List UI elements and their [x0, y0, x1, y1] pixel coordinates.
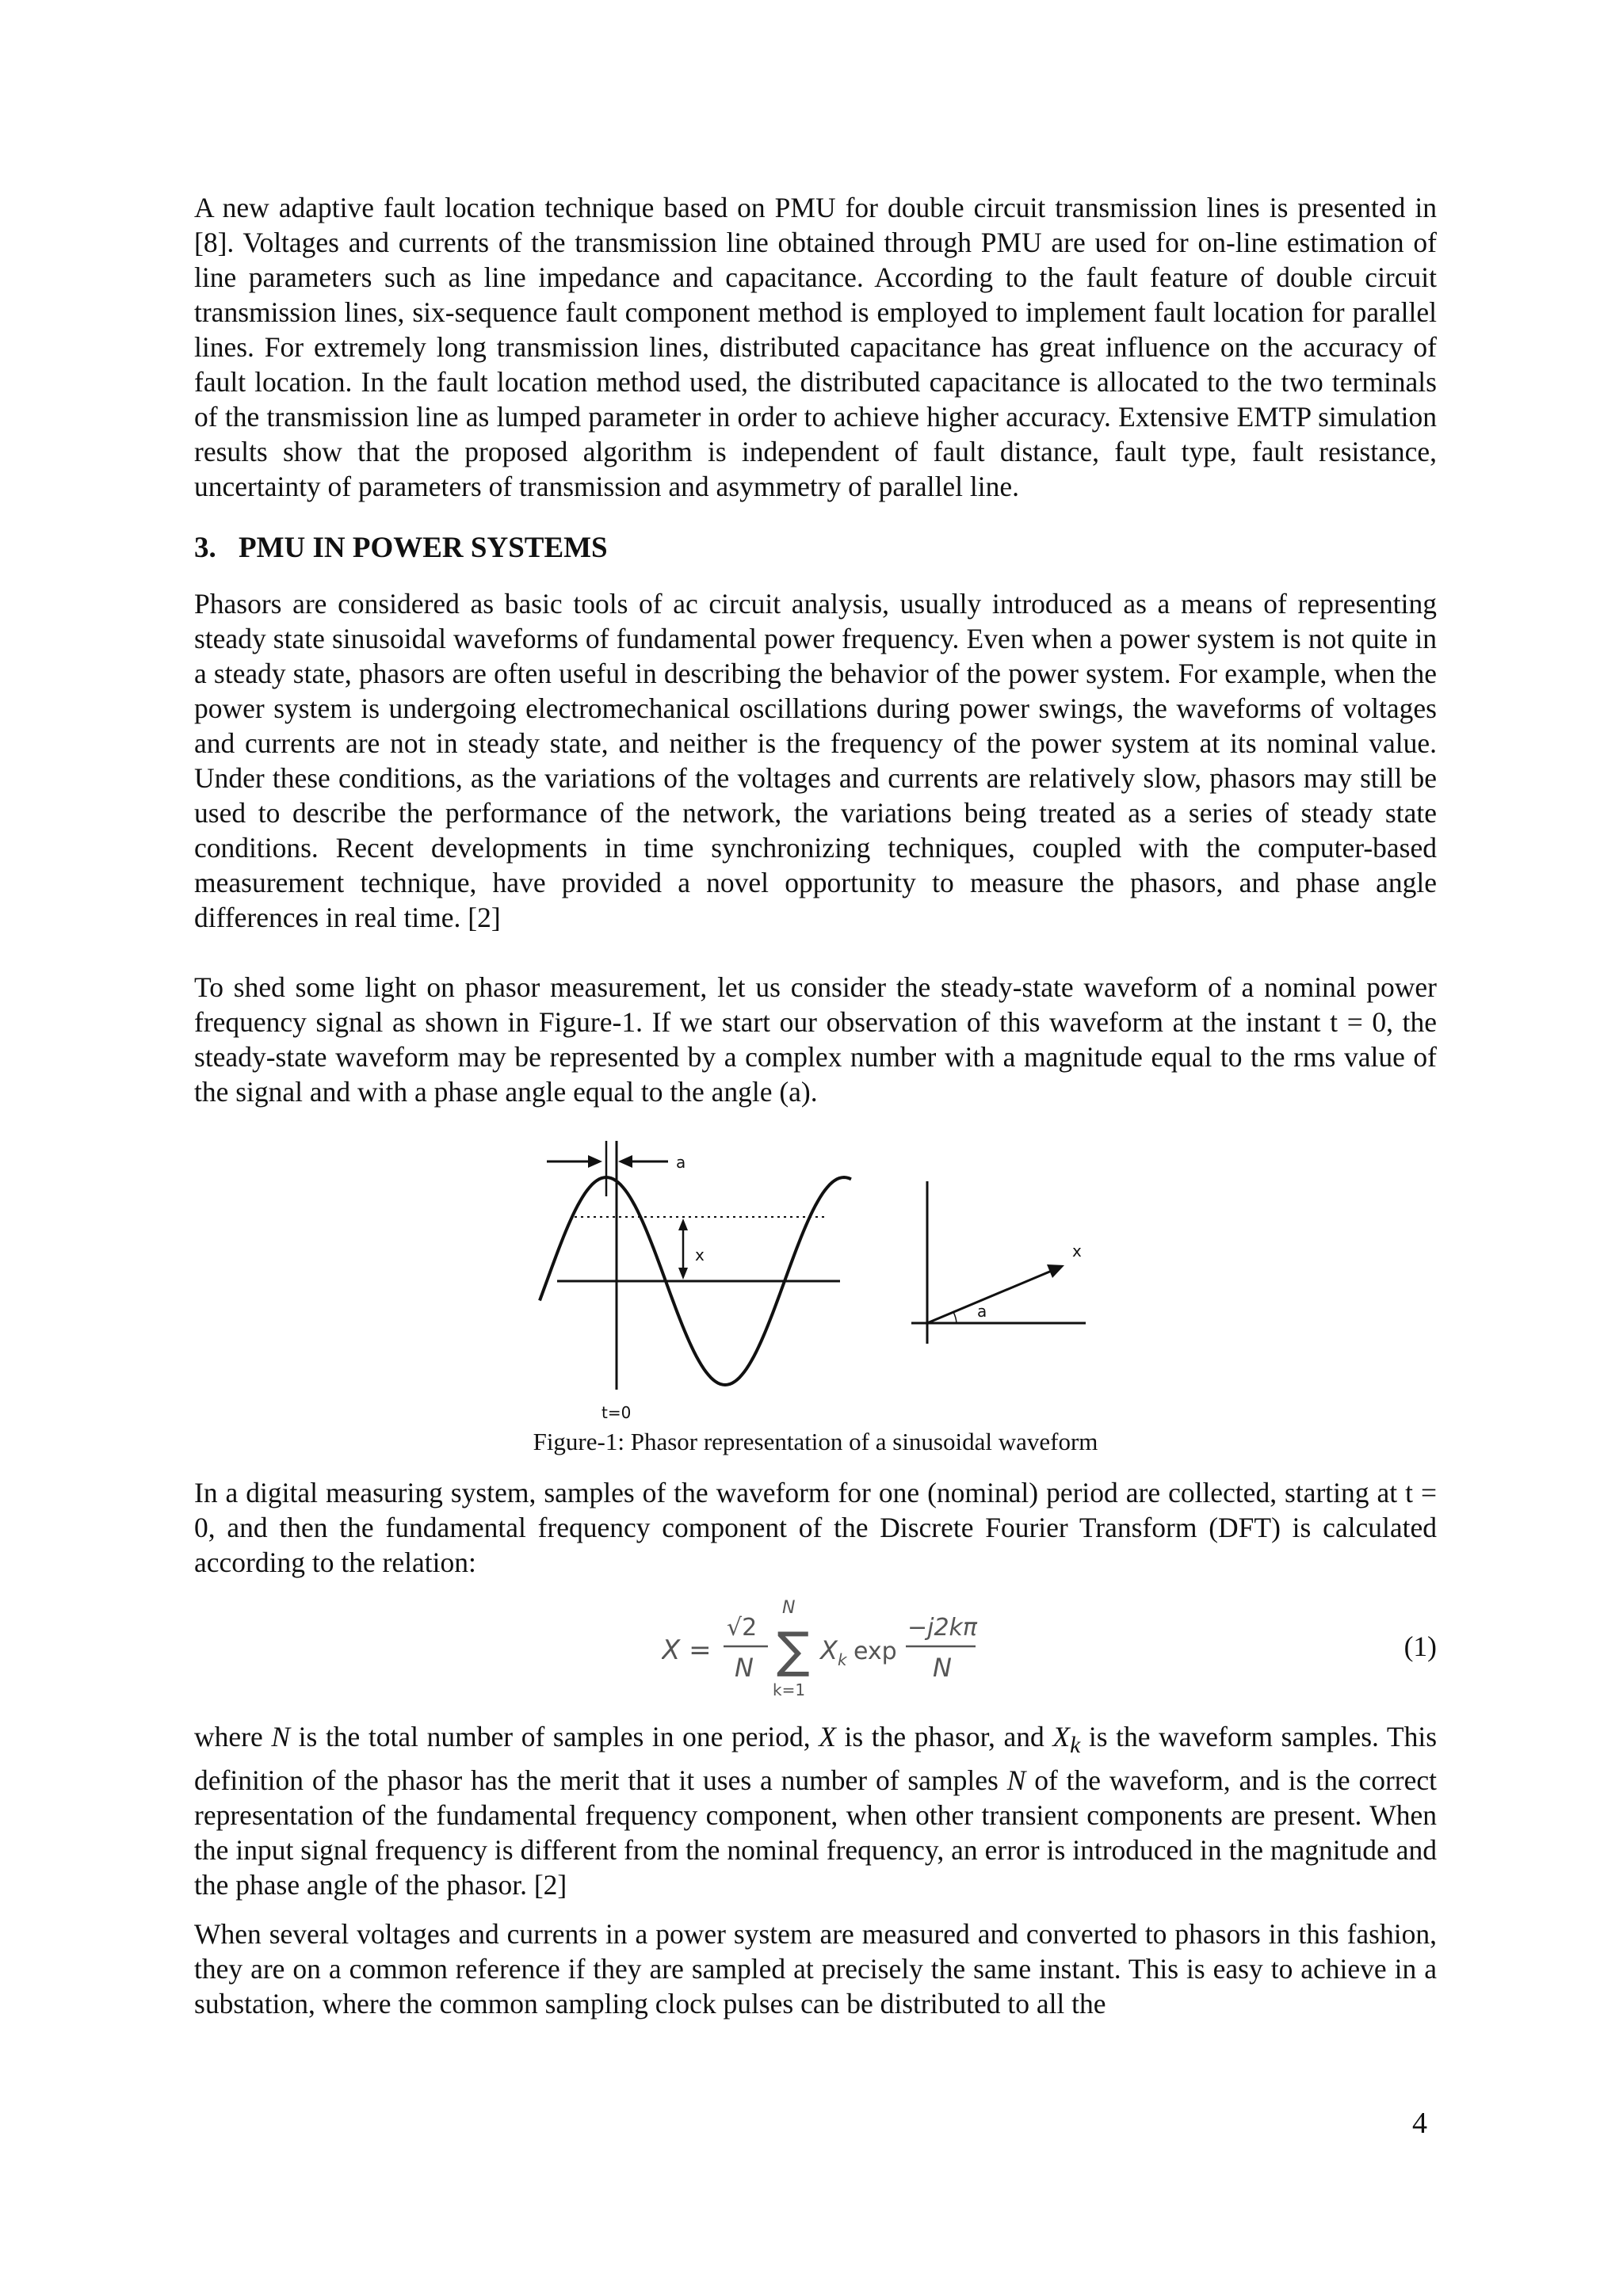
p5-text-b: is the total number of samples in one period, [290, 1721, 819, 1753]
equation-number: (1) [1403, 1630, 1437, 1662]
eq-sum-top: N [782, 1598, 796, 1618]
var-N: N [271, 1721, 291, 1753]
angle-arrowhead-right [618, 1155, 632, 1168]
p5-text-e: of the waveform, and is the correct representation of the fundamental frequency component, when other transient components are present. When the input signal frequency is different from the nominal frequency, an error is introduced in the magnitude and the phase angle of the phasor. [2] [194, 1764, 1437, 1901]
dft-formula [662, 1597, 1169, 1708]
eq-den: N [735, 1653, 754, 1683]
angle-arrowhead-left [588, 1155, 602, 1168]
label-a-phasor: a [977, 1302, 987, 1321]
var-N-2: N [1006, 1764, 1026, 1797]
eq-sqrt-num: √2 [727, 1614, 758, 1642]
magnitude-arrowhead-up [678, 1219, 688, 1230]
phasor-diagram [194, 1122, 1437, 1423]
eq-sum-bottom: k=1 [773, 1680, 806, 1699]
paragraph-fault-location: A new adaptive fault location technique based on PMU for double circuit transmission lines is presented in [8]. Voltages and currents of the transmission line obtained through PMU are used for on-line estimation of line parameters such as line impedance and capacitance. According to the fault feature of double circuit transmission lines, six-sequence fault component method is employed to implement fault location for parallel lines. For extremely long transmission lines, distributed capacitance has great influence on the accuracy of fault location. In the fault location method used, the distributed capacitance is allocated to the two terminals of the transmission line as lumped parameter in order to achieve higher accuracy. Extensive EMTP simulation results show that the proposed algorithm is independent of fault distance, fault type, fault resistance, uncertainty of parameters of transmission and asymmetry of parallel line. [194, 192, 1437, 502]
figure-caption: Figure-1: Phasor representation of a sinusoidal waveform [533, 1428, 1098, 1455]
phasor-vector [927, 1271, 1052, 1323]
var-X: X [819, 1721, 836, 1753]
label-t0: t=0 [601, 1403, 632, 1422]
section-title: PMU IN POWER SYSTEMS [239, 532, 608, 564]
paragraph-digital-measuring: In a digital measuring system, samples of the waveform for one (nominal) period are collected, starting at t = 0, and then the fundamental frequency component of the Discrete Fourier Transform (DFT) is calculated according to the relation: [194, 1477, 1437, 1578]
equation-1 [194, 1589, 1437, 1708]
page-content [194, 190, 1437, 2021]
eq-exp: exp [854, 1638, 897, 1665]
eq-sigma: ∑ [777, 1621, 810, 1679]
p5-text-d: is the waveform samples. This definition of the phasor has the merit that it uses a number of samples [194, 1721, 1438, 1797]
phasor-angle-arc [953, 1312, 957, 1323]
eq-exp-den: N [933, 1653, 952, 1683]
magnitude-arrowhead-down [678, 1268, 688, 1280]
eq-exp-num: −j2kπ [907, 1614, 977, 1642]
paragraph-where-definitions [194, 1719, 1437, 1902]
section-number: 3. [194, 532, 216, 564]
p5-text-c: is the phasor, and [835, 1721, 1053, 1753]
label-a-top: a [676, 1153, 686, 1172]
page-number: 4 [1412, 2107, 1427, 2140]
eq-term: X [820, 1635, 838, 1665]
label-x-wave: x [695, 1245, 705, 1264]
paragraph-phasors: Phasors are considered as basic tools of ac circuit analysis, usually introduced as a means of representing steady state sinusoidal waveforms of fundamental power frequency. Even when a power system is not quite in a steady state, phasors are often useful in describing the behavior of the power system. For example, when the power system is undergoing electromechanical oscillations during power swings, the waveforms of voltages and currents are not in steady state, and neither is the frequency of the power system at its nominal value. Under these conditions, as the variations of the voltages and currents are relatively slow, phasors may still be used to describe the performance of the network, the variations being treated as a series of steady state conditions. Recent developments in time synchronizing techniques, coupled with the computer-based measurement technique, have provided a novel opportunity to measure the phasors, and phase angle differences in real time. [2] [194, 588, 1437, 933]
paragraph-common-reference: When several voltages and currents in a power system are measured and converted to phasors in this fashion, they are on a common reference if they are sampled at precisely the same instant. This is easy to achieve in a substation, where the common sampling clock pulses can be distributed to all the [194, 1918, 1437, 2020]
eq-term-sub: k [838, 1650, 847, 1669]
figure-1 [194, 1122, 1437, 1423]
label-x-phasor: x [1072, 1241, 1082, 1261]
section-heading [194, 531, 1437, 566]
var-Xk: X [1052, 1721, 1071, 1753]
paragraph-phasor-measurement: To shed some light on phasor measurement, let us consider the steady-state waveform of a nominal power frequency signal as shown in Figure-1. If we start our observation of this waveform at the instant t = 0, the steady-state waveform may be represented by a complex number with a magnitude equal to the rms value of the signal and with a phase angle equal to the angle (a). [194, 971, 1437, 1108]
var-k-sub: k [1070, 1733, 1081, 1759]
p5-text-a: where [194, 1721, 272, 1753]
eq-lhs: X = [662, 1634, 712, 1666]
